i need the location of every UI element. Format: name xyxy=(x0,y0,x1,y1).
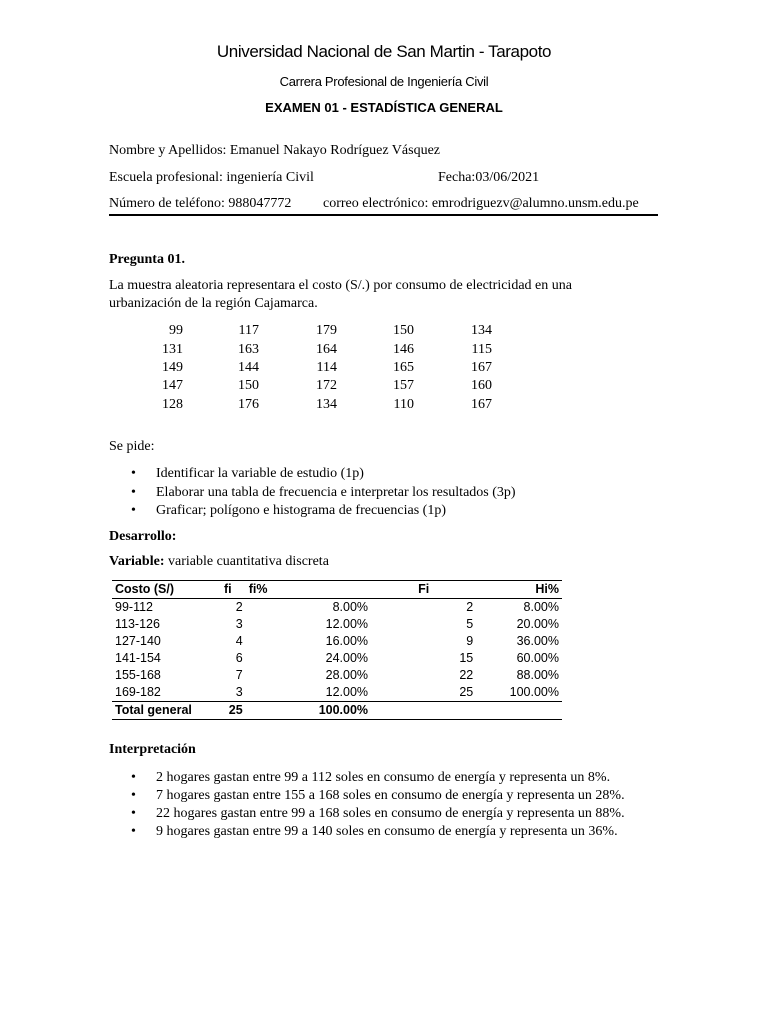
data-cell: 167 xyxy=(471,360,492,375)
data-cell: 163 xyxy=(238,342,259,357)
table-cell: 5 xyxy=(466,617,474,631)
table-cell: 8.00% xyxy=(523,600,559,614)
data-cell: 150 xyxy=(238,378,259,393)
bullet-icon: • xyxy=(131,770,136,785)
table-cell: 3 xyxy=(235,685,243,699)
exam-date: Fecha:03/06/2021 xyxy=(438,170,540,185)
interpretation-title: Interpretación xyxy=(109,742,196,757)
data-cell: 144 xyxy=(238,360,259,375)
table-cell: 20.00% xyxy=(516,617,559,631)
data-cell: 179 xyxy=(316,323,337,338)
table-cell: 60.00% xyxy=(516,651,559,665)
variable-label: Variable: xyxy=(109,554,165,569)
table-row xyxy=(112,599,562,617)
school: Escuela profesional: ingeniería Civil xyxy=(109,170,314,185)
data-cell: 167 xyxy=(471,397,492,412)
data-cell: 160 xyxy=(471,378,492,393)
table-cell: 155-168 xyxy=(115,668,161,682)
list-item-text: Identificar la variable de estudio (1p) xyxy=(156,466,364,481)
data-cell: 114 xyxy=(316,360,337,375)
student-name: Nombre y Apellidos: Emanuel Nakayo Rodríguez Vásquez xyxy=(109,143,440,158)
exam-title: EXAMEN 01 - ESTADÍSTICA GENERAL xyxy=(265,100,503,115)
table-total-row xyxy=(112,702,562,720)
column-header-fi-percent: fi% xyxy=(246,581,371,599)
bullet-icon: • xyxy=(131,824,136,839)
data-cell: 157 xyxy=(393,378,414,393)
table-cell: 99-112 xyxy=(115,600,153,614)
development-title: Desarrollo: xyxy=(109,529,177,544)
table-cell: 169-182 xyxy=(115,685,161,699)
data-cell: 134 xyxy=(316,397,337,412)
table-cell: 12.00% xyxy=(325,617,369,631)
table-cell: 25 xyxy=(459,685,474,699)
data-cell: 117 xyxy=(238,323,259,338)
frequency-table xyxy=(112,580,562,720)
table-cell: 8.00% xyxy=(332,600,369,614)
university-title: Universidad Nacional de San Martin - Tarapoto xyxy=(216,42,552,61)
bullet-icon: • xyxy=(131,485,136,500)
bullet-icon: • xyxy=(131,466,136,481)
table-cell: 88.00% xyxy=(516,668,559,682)
bullet-icon: • xyxy=(131,788,136,803)
question-text-line2: urbanización de la región Cajamarca. xyxy=(109,296,318,311)
data-cell: 165 xyxy=(393,360,414,375)
list-item-text: 9 hogares gastan entre 99 a 140 soles en consumo de energía y representa un 36%. xyxy=(156,824,618,839)
list-item-text: 22 hogares gastan entre 99 a 168 soles en consumo de energía y representa un 88%. xyxy=(156,806,625,821)
table-cell: 141-154 xyxy=(115,651,161,665)
table-cell: 36.00% xyxy=(516,634,559,648)
data-cell: 172 xyxy=(316,378,337,393)
table-cell: 2 xyxy=(466,600,474,614)
table-cell: 22 xyxy=(459,668,474,682)
list-item-text: 2 hogares gastan entre 99 a 112 soles en consumo de energía y representa un 8%. xyxy=(156,770,611,785)
column-header-fi: fi xyxy=(210,581,246,599)
table-cell: 4 xyxy=(235,634,243,648)
data-cell: 131 xyxy=(162,342,183,357)
se-pide-label: Se pide: xyxy=(109,439,155,454)
list-item-text: Elaborar una tabla de frecuencia e interpretar los resultados (3p) xyxy=(156,485,516,500)
question-title: Pregunta 01. xyxy=(109,252,185,267)
list-item-text: Graficar; polígono e histograma de frecuencias (1p) xyxy=(156,503,446,518)
table-cell: 113-126 xyxy=(115,617,160,631)
table-cell: 100.00% xyxy=(509,685,559,699)
table-cell: 127-140 xyxy=(115,634,161,648)
total-fi-percent: 100.00% xyxy=(246,702,371,720)
column-header-Fi: Fi xyxy=(371,581,476,599)
career-subtitle: Carrera Profesional de Ingeniería Civil xyxy=(279,74,489,89)
data-cell: 134 xyxy=(471,323,492,338)
data-cell: 99 xyxy=(169,323,183,338)
table-cell: 28.00% xyxy=(325,668,369,682)
column-header-Hi-percent: Hi% xyxy=(476,581,562,599)
data-cell: 164 xyxy=(316,342,337,357)
email: correo electrónico: emrodriguezv@alumno.unsm.edu.pe xyxy=(323,196,639,211)
table-cell: 6 xyxy=(235,651,243,665)
list-item-text: 7 hogares gastan entre 155 a 168 soles en consumo de energía y representa un 28%. xyxy=(156,788,625,803)
total-Fi xyxy=(371,702,476,720)
data-cell: 149 xyxy=(162,360,183,375)
column-header-cost: Costo (S/) xyxy=(112,581,210,599)
header-divider xyxy=(109,214,658,216)
data-cell: 110 xyxy=(393,397,414,412)
table-cell: 9 xyxy=(466,634,474,648)
total-label: Total general xyxy=(112,702,210,720)
data-cell: 147 xyxy=(162,378,183,393)
table-row xyxy=(112,667,562,684)
data-cell: 150 xyxy=(393,323,414,338)
table-row xyxy=(112,650,562,667)
bullet-icon: • xyxy=(131,806,136,821)
bullet-icon: • xyxy=(131,503,136,518)
data-cell: 146 xyxy=(393,342,414,357)
table-row xyxy=(112,684,562,702)
phone-number: Número de teléfono: 988047772 xyxy=(109,196,292,211)
data-cell: 128 xyxy=(162,397,183,412)
variable-line xyxy=(109,554,329,570)
total-Hi-percent xyxy=(476,702,562,720)
table-header-row xyxy=(112,581,562,599)
table-cell: 7 xyxy=(235,668,243,682)
table-cell: 12.00% xyxy=(325,685,369,699)
table-row xyxy=(112,633,562,650)
table-cell: 15 xyxy=(459,651,474,665)
total-fi: 25 xyxy=(210,702,246,720)
table-row xyxy=(112,616,562,633)
variable-value: variable cuantitativa discreta xyxy=(167,554,329,569)
question-text-line1: La muestra aleatoria representara el costo (S/.) por consumo de electricidad en una xyxy=(109,278,572,293)
table-cell: 24.00% xyxy=(325,651,369,665)
table-cell: 16.00% xyxy=(325,634,369,648)
data-cell: 176 xyxy=(238,397,259,412)
table-cell: 2 xyxy=(235,600,243,614)
table-cell: 3 xyxy=(235,617,243,631)
data-cell: 115 xyxy=(471,342,492,357)
